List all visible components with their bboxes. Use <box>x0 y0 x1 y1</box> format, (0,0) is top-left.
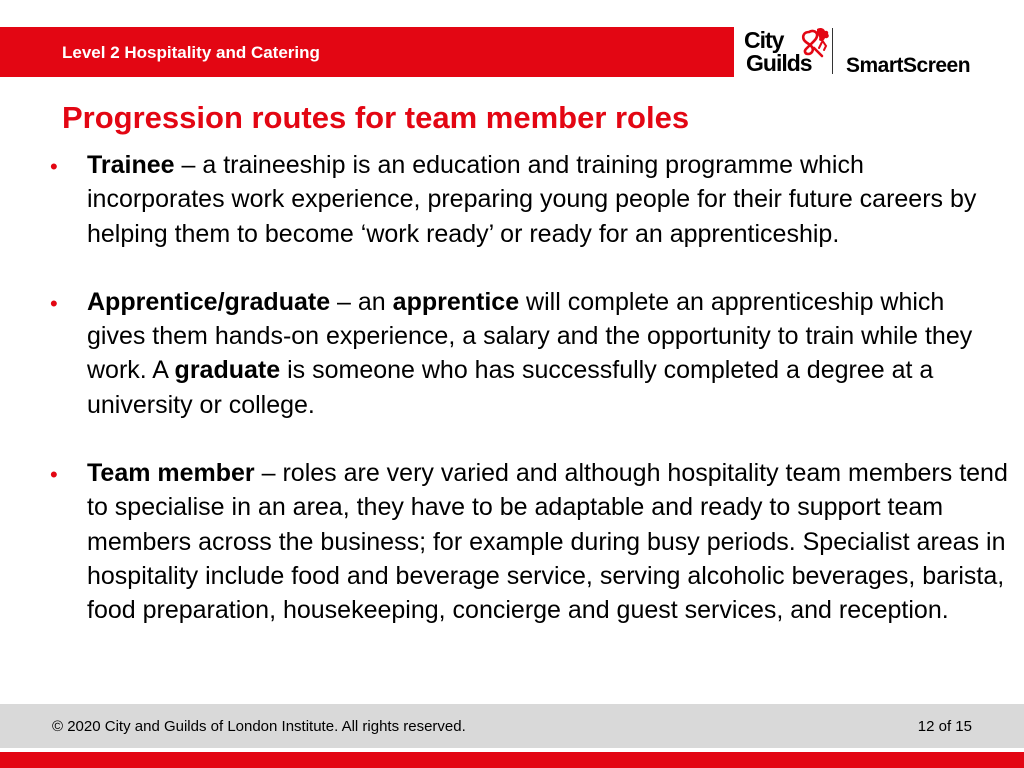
bullet-dot-icon: • <box>50 290 58 316</box>
city-and-guilds-logo <box>744 28 828 78</box>
footer-bar <box>0 704 1024 748</box>
lion-ampersand-icon <box>800 26 830 58</box>
logo-city-text: City <box>744 27 784 53</box>
course-title: Level 2 Hospitality and Catering <box>62 43 320 62</box>
text-run: is someone who has successfully completed a degree at a university or college. <box>87 356 934 419</box>
text-run: will complete an apprenticeship which gives them hands-on experience, a salary and the opportunity to train while they work. A <box>87 287 973 385</box>
copyright-notice: © 2020 City and Guilds of London Institute. All rights reserved. <box>52 718 466 735</box>
bullet-dot-icon: • <box>50 154 58 179</box>
smartscreen-wordmark: SmartScreen <box>846 54 971 77</box>
city-and-guilds-smartscreen-logo <box>740 26 990 80</box>
bullet-text <box>87 285 1008 422</box>
bullet-item <box>48 285 1008 422</box>
header-bar <box>0 27 734 77</box>
bullet-text <box>87 456 1008 627</box>
bullet-dot-icon: • <box>50 462 58 488</box>
text-run: – roles are very varied and although hospitality team members tend to specialise in an area, they have to be adaptable and ready to support team members across the business; for example during busy periods. Specialist areas in hospitality include food and beverage service, serving alcoholic beverages, barista, food preparation, housekeeping, concierge and guest services, and reception. <box>87 459 1008 625</box>
bold-term: Trainee <box>87 151 175 179</box>
bold-term: Team member <box>87 459 255 488</box>
footer-red-stripe <box>0 752 1024 768</box>
bullet-item <box>48 148 1008 251</box>
bold-term: graduate <box>174 356 281 385</box>
slide-title: Progression routes for team member roles <box>62 100 690 135</box>
bullet-text <box>87 148 1008 251</box>
logo-guilds-text: Guilds <box>746 50 812 76</box>
bold-term: apprentice <box>392 287 520 316</box>
bullet-item <box>48 456 1008 627</box>
bold-term: Apprentice/graduate <box>87 287 331 316</box>
page-number: 12 of 15 <box>917 718 972 735</box>
bullet-list <box>48 148 1008 662</box>
logo-divider <box>832 28 833 74</box>
text-run: – an <box>330 287 393 316</box>
text-run: – a traineeship is an education and training programme which incorporates work experience, preparing young people for their future careers by helping them to become ‘work ready’ or ready for an apprenticeship. <box>87 151 977 248</box>
